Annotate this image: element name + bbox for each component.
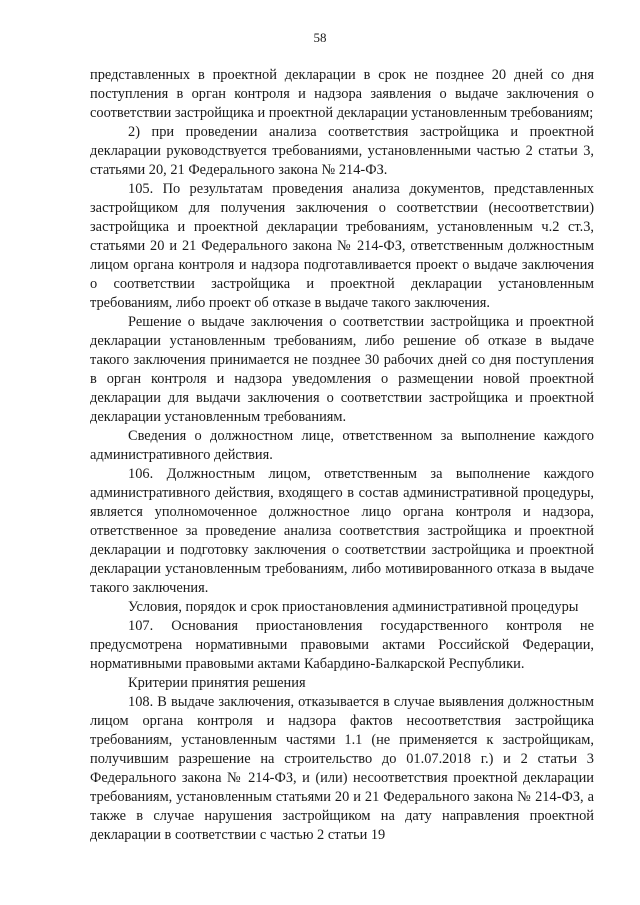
paragraph-clause-108: 108. В выдаче заключения, отказывается в случае выявления должностным лицом органа контроля и надзора фактов несоответствия застройщика требованиям, установленным частями 1.1 (не применяется к застройщикам, получившим разрешение на строительство до 01.07.2018 г.) и 2 статьи 3 Федерального закона № 214-ФЗ, и (или) несоответствия проектной декларации требованиям, установленным статьями 20 и 21 Федерального закона № 214-ФЗ, а также в случае нарушения застройщиком на дату направления проектной декларации в соответствии с частью 2 статьи 19 [90,694,594,843]
paragraph-clause-107: 107. Основания приостановления государственного контроля не предусмотрена нормативными правовыми актами Российской Федерации, нормативными правовыми актами Кабардино-Балкарской Республики. [90,618,594,672]
heading-decision-criteria: Критерии принятия решения [128,675,306,691]
paragraph-clause-106: 106. Должностным лицом, ответственным за выполнение каждого административного действия, входящего в состав административной процедуры, является уполномоченное должностное лицо органа контроля и надзора, ответственное за проведение анализа соответствия застройщика и проектной декларации и подготовку заключения о соответствии застройщика и проектной декларации установленным требованиям, либо мотивированного отказа в выдаче такого заключения. [90,466,594,596]
document-body [90,66,594,845]
heading-suspension-conditions: Условия, порядок и срок приостановления административной процедуры [128,599,579,615]
heading-responsible-official: Сведения о должностном лице, ответственном за выполнение каждого административного действия. [90,428,594,463]
page-number: 58 [313,30,327,45]
paragraph-continuation: представленных в проектной декларации в срок не позднее 20 дней со дня поступления в орган контроля и надзора заявления о выдаче заключения о соответствии застройщика и проектной декларации установленным требованиям; [90,67,594,121]
paragraph-decision-deadline: Решение о выдаче заключения о соответствии застройщика и проектной декларации установленным требованиям, либо решение об отказе в выдаче такого заключения принимается не позднее 30 рабочих дней со дня поступления в орган контроля и надзора уведомления о размещении новой проектной декларации для выдачи заключения о соответствии застройщика и проектной декларации установленным требованиям. [90,314,594,425]
paragraph-clause-105: 105. По результатам проведения анализа документов, представленных застройщиком для получения заключения о соответствии (несоответствии) застройщика и проектной декларации требованиям, установленным ч.2 ст.3, статьями 20 и 21 Федерального закона № 214-ФЗ, ответственным должностным лицом органа контроля и надзора подготавливается проект о выдаче заключения о соответствии застройщика и проектной декларации установленным требованиям, либо проект об отказе в выдаче такого заключения. [90,181,594,311]
paragraph-item-2: 2) при проведении анализа соответствия застройщика и проектной декларации руководствуется требованиями, установленными частью 2 статьи 3, статьями 20, 21 Федерального закона № 214-ФЗ. [90,124,594,178]
